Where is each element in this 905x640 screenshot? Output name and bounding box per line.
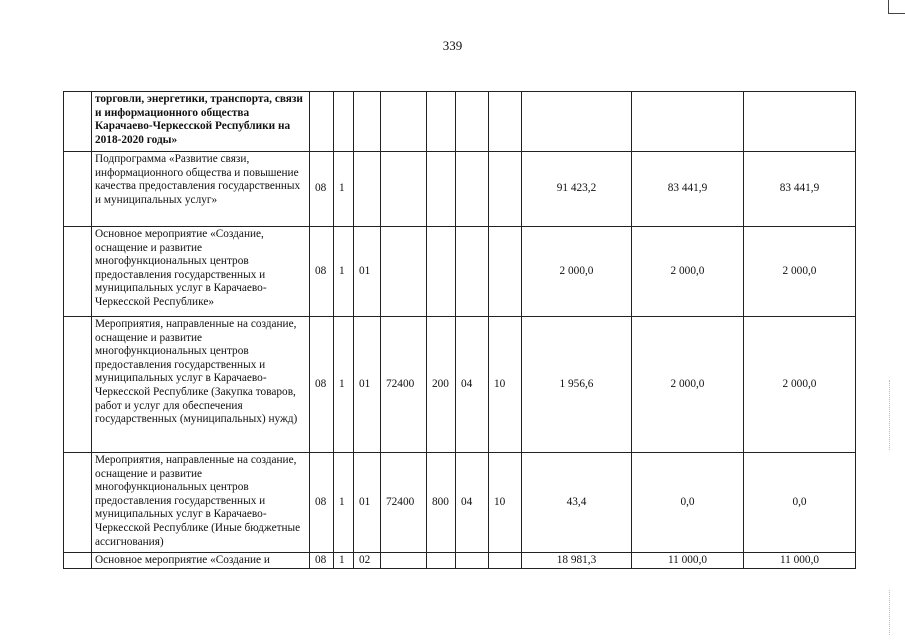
row-number-cell xyxy=(64,92,92,152)
amount-cell-v2018: 91 423,2 xyxy=(522,152,632,227)
table-row xyxy=(64,92,856,152)
code-cell-c4 xyxy=(381,152,427,227)
amount-cell-v2020: 0,0 xyxy=(744,453,856,553)
code-cell-c3: 01 xyxy=(354,317,381,453)
amount-cell-v2019: 2 000,0 xyxy=(632,317,744,453)
code-cell-c5 xyxy=(427,152,456,227)
code-cell-c6: 04 xyxy=(456,453,489,553)
code-cell-c4 xyxy=(381,92,427,152)
code-cell-c4 xyxy=(381,553,427,569)
amount-cell-v2018: 2 000,0 xyxy=(522,227,632,317)
amount-cell-v2020: 2 000,0 xyxy=(744,227,856,317)
code-cell-c2: 1 xyxy=(334,152,354,227)
code-cell-c1: 08 xyxy=(310,152,334,227)
code-cell-c7 xyxy=(489,152,522,227)
code-cell-c7 xyxy=(489,227,522,317)
row-name-cell: Основное мероприятие «Создание, оснащение и развитие многофункциональных центров предоставления государственных и муниципальных услуг в Карачаево-Черкесской Республике» xyxy=(92,227,310,317)
amount-cell-v2018: 43,4 xyxy=(522,453,632,553)
table-row xyxy=(64,553,856,569)
code-cell-c3: 01 xyxy=(354,227,381,317)
amount-cell-v2020 xyxy=(744,92,856,152)
code-cell-c2: 1 xyxy=(334,553,354,569)
code-cell-c1: 08 xyxy=(310,553,334,569)
row-number-cell xyxy=(64,553,92,569)
row-number-cell xyxy=(64,453,92,553)
code-cell-c5: 800 xyxy=(427,453,456,553)
code-cell-c6 xyxy=(456,227,489,317)
row-name-cell: Основное мероприятие «Создание и xyxy=(92,553,310,569)
row-number-cell xyxy=(64,317,92,453)
page-number: 339 xyxy=(442,38,463,53)
row-name-cell: Мероприятия, направленные на создание, оснащение и развитие многофункциональных центров предоставления государственных и муниципальных услуг в Карачаево-Черкесской Республике (Закупка товаров, работ и услуг для обеспечения государственных (муниципальных) нужд) xyxy=(92,317,310,453)
code-cell-c1: 08 xyxy=(310,227,334,317)
scan-corner-mark xyxy=(888,13,905,14)
table-row xyxy=(64,227,856,317)
code-cell-c7: 10 xyxy=(489,453,522,553)
amount-cell-v2019: 83 441,9 xyxy=(632,152,744,227)
amount-cell-v2018 xyxy=(522,92,632,152)
table-row xyxy=(64,317,856,453)
code-cell-c2: 1 xyxy=(334,317,354,453)
code-cell-c7 xyxy=(489,553,522,569)
budget-table xyxy=(63,91,856,569)
code-cell-c6 xyxy=(456,152,489,227)
code-cell-c6 xyxy=(456,92,489,152)
code-cell-c7 xyxy=(489,92,522,152)
code-cell-c2: 1 xyxy=(334,227,354,317)
code-cell-c5 xyxy=(427,92,456,152)
code-cell-c6 xyxy=(456,553,489,569)
row-number-cell xyxy=(64,227,92,317)
code-cell-c2 xyxy=(334,92,354,152)
scan-corner-mark xyxy=(888,0,889,14)
amount-cell-v2020: 2 000,0 xyxy=(744,317,856,453)
code-cell-c5: 200 xyxy=(427,317,456,453)
amount-cell-v2019: 11 000,0 xyxy=(632,553,744,569)
code-cell-c1 xyxy=(310,92,334,152)
code-cell-c3 xyxy=(354,92,381,152)
amount-cell-v2020: 83 441,9 xyxy=(744,152,856,227)
code-cell-c4 xyxy=(381,227,427,317)
code-cell-c2: 1 xyxy=(334,453,354,553)
code-cell-c1: 08 xyxy=(310,453,334,553)
table-row xyxy=(64,152,856,227)
code-cell-c3: 01 xyxy=(354,453,381,553)
amount-cell-v2019: 2 000,0 xyxy=(632,227,744,317)
code-cell-c4: 72400 xyxy=(381,317,427,453)
code-cell-c3 xyxy=(354,152,381,227)
code-cell-c6: 04 xyxy=(456,317,489,453)
row-name-cell: Мероприятия, направленные на создание, оснащение и развитие многофункциональных центров предоставления государственных и муниципальных услуг в Карачаево-Черкесской Республике (Иные бюджетные ассигнования) xyxy=(92,453,310,553)
amount-cell-v2018: 1 956,6 xyxy=(522,317,632,453)
row-name-cell: Подпрограмма «Развитие связи, информационного общества и повышение качества предоставления государственных и муниципальных услуг» xyxy=(92,152,310,227)
scan-noise xyxy=(889,380,891,450)
code-cell-c7: 10 xyxy=(489,317,522,453)
row-name-cell: торговли, энергетики, транспорта, связи и информационного общества Карачаево-Черкесской Республики на 2018-2020 годы» xyxy=(92,92,310,152)
code-cell-c3: 02 xyxy=(354,553,381,569)
code-cell-c4: 72400 xyxy=(381,453,427,553)
row-number-cell xyxy=(64,152,92,227)
scan-noise xyxy=(889,590,891,635)
amount-cell-v2018: 18 981,3 xyxy=(522,553,632,569)
amount-cell-v2019 xyxy=(632,92,744,152)
table-row xyxy=(64,453,856,553)
code-cell-c1: 08 xyxy=(310,317,334,453)
code-cell-c5 xyxy=(427,553,456,569)
code-cell-c5 xyxy=(427,227,456,317)
amount-cell-v2020: 11 000,0 xyxy=(744,553,856,569)
amount-cell-v2019: 0,0 xyxy=(632,453,744,553)
